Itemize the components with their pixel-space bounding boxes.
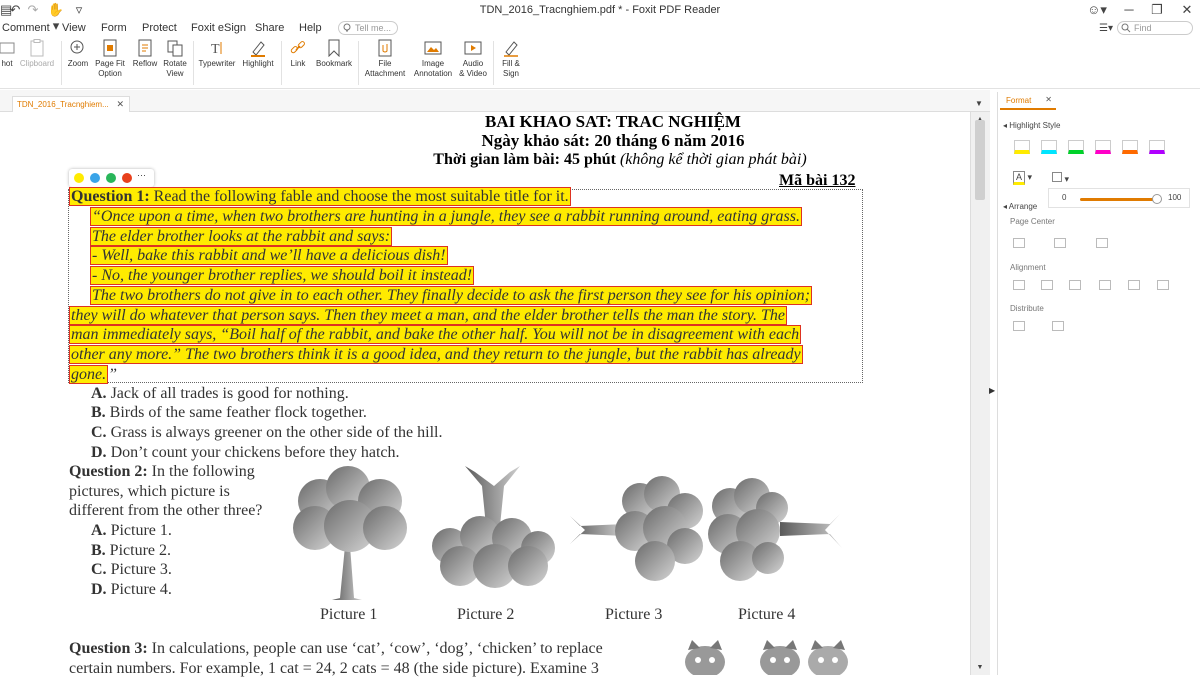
image-annotation-icon [424, 39, 442, 57]
green-color-dot[interactable] [106, 173, 116, 183]
file-attachment-label: File [378, 59, 392, 68]
fable-highlight[interactable]: man immediately says, “Boil half of the rabbit, and bake the other half. You will not be in disagreement with each [71, 326, 800, 344]
fable-highlight[interactable]: The elder brother looks at the rabbit and says: [92, 227, 391, 245]
option-key: D. [91, 444, 107, 461]
doc-heading: BAI KHAO SAT: TRAC NGHIỆM [485, 112, 741, 131]
account-icon[interactable]: ☺▾ [1087, 2, 1107, 17]
option-text: Picture 3. [106, 561, 172, 578]
time-limit-note: (không kể thời gian phát bài) [615, 151, 807, 168]
option-text: Don’t count your chickens before they hatch. [106, 444, 400, 461]
alignment-label: Alignment [1010, 263, 1046, 272]
clipboard-icon [28, 39, 46, 57]
border-color-picker[interactable]: ▾ [1052, 172, 1069, 185]
close-format-tab-icon[interactable]: ✕ [1045, 95, 1052, 104]
highlight-button[interactable] [240, 39, 276, 69]
tree-picture-1 [293, 466, 407, 600]
minimize-icon[interactable]: ─ [1124, 2, 1134, 17]
restore-icon[interactable]: ❐ [1151, 2, 1163, 17]
document-tab-label: TDN_2016_Tracnghiem... [17, 100, 109, 109]
q2-option-a [91, 521, 172, 540]
fable-line [69, 365, 117, 384]
question-2-line-3: different from the other three? [69, 502, 263, 519]
arrange-heading: ◂ Arrange [1003, 202, 1038, 211]
page-fit-option-button[interactable] [94, 39, 126, 79]
align-middle-icon[interactable] [1128, 280, 1140, 290]
svg-text:T: T [211, 42, 220, 57]
file-attachment-icon [376, 39, 394, 57]
page-fit-icon [101, 39, 119, 57]
customize-icon[interactable]: ▿ [75, 2, 83, 17]
fable-line [90, 286, 812, 305]
center-vertical-icon[interactable] [1054, 238, 1066, 248]
more-options-icon[interactable]: ··· [137, 170, 146, 180]
audio-video-button[interactable] [457, 39, 489, 79]
rotate-label: Rotate [163, 59, 187, 68]
format-tab-label: Format [1006, 96, 1032, 105]
q1-highlight[interactable] [69, 187, 571, 206]
ribbon-separator [61, 41, 62, 85]
fable-line [69, 345, 803, 364]
typewriter-button[interactable] [197, 39, 237, 69]
highlight-swatch[interactable] [1041, 140, 1057, 154]
blue-color-dot[interactable] [90, 173, 100, 183]
audio-video-label: Audio [462, 59, 484, 68]
close-tab-icon[interactable]: ✕ [116, 99, 124, 109]
highlight-label: Highlight [242, 59, 274, 68]
cat-pictures [680, 640, 860, 675]
arrange-label: Arrange [1008, 202, 1038, 211]
page-fit-label: Page Fit [95, 59, 125, 68]
file-attachment-label-2: Attachment [364, 69, 406, 78]
highlight-swatch[interactable] [1149, 140, 1165, 154]
text-color-picker[interactable]: A ▾ [1013, 172, 1032, 183]
menu-share[interactable]: Share [255, 22, 285, 34]
zoom-button[interactable] [65, 39, 91, 69]
image-annotation-button[interactable] [411, 39, 455, 79]
snapshot-button[interactable] [0, 39, 14, 69]
rotate-view-button[interactable] [161, 39, 189, 79]
page-center-label: Page Center [1010, 217, 1055, 226]
menu-bar [0, 20, 1200, 37]
fable-highlight[interactable]: other any more.” The two brothers think it is a good idea, and they return to the jungle, but the rabbit has already [71, 345, 801, 363]
text-color-icon: A [1013, 171, 1025, 185]
fable-closing-quote: ” [108, 365, 118, 383]
q2-text: In the following [147, 463, 255, 480]
fable-highlight[interactable]: gone. [71, 365, 107, 383]
question-2-line-2: pictures, which picture is [69, 483, 230, 500]
q1-option-a [91, 384, 349, 403]
align-left-icon[interactable] [1013, 280, 1025, 290]
q2-option-b [91, 541, 171, 560]
fable-line [90, 227, 392, 246]
menu-comment[interactable]: Comment [2, 22, 50, 34]
menu-help[interactable]: Help [299, 22, 322, 34]
ribbon-toolbar [0, 37, 1200, 89]
fable-line [90, 207, 802, 226]
option-text: Grass is always greener on the other side of the hill. [106, 424, 443, 441]
rotate-icon [166, 39, 184, 57]
file-attachment-button[interactable] [362, 39, 408, 79]
picture-3-caption: Picture 3 [605, 606, 663, 623]
highlight-color-palette [69, 169, 154, 187]
tell-me-placeholder: Tell me... [355, 23, 392, 33]
bookmark-label: Bookmark [315, 59, 352, 68]
option-text: Picture 4. [106, 581, 172, 598]
typewriter-label: Typewriter [198, 59, 236, 68]
align-bottom-icon[interactable] [1157, 280, 1169, 290]
lightbulb-icon [342, 23, 352, 33]
picture-4-caption: Picture 4 [738, 606, 796, 623]
cat-picture [760, 640, 800, 675]
distribute-horizontal-icon[interactable] [1052, 321, 1064, 331]
menu-foxit-esign[interactable]: Foxit eSign [191, 22, 247, 34]
option-text: Birds of the same feather flock together. [105, 404, 367, 421]
highlight-swatch[interactable] [1068, 140, 1084, 154]
option-key: B. [91, 542, 106, 559]
redo-icon[interactable]: ↷ [27, 2, 39, 17]
clipboard-label: Clipboard [19, 59, 55, 68]
time-limit-bold: Thời gian làm bài: 45 phút [433, 151, 616, 168]
highlight-swatch[interactable] [1014, 140, 1030, 154]
tree-picture-2 [432, 466, 555, 588]
tree-picture-3 [570, 476, 703, 581]
fable-highlight[interactable]: “Once upon a time, when two brothers are hunting in a jungle, they see a rabbit running around, eating grass. [92, 208, 800, 225]
fable-highlight[interactable]: they will do whatever that person says. Then they meet a man, and the elder brother tells the man the story. The [71, 306, 785, 324]
link-label: Link [290, 59, 306, 68]
q1-option-d [91, 443, 400, 462]
reflow-label: Reflow [132, 59, 158, 68]
fable-line [90, 246, 448, 265]
menu-view[interactable]: View [62, 22, 86, 34]
ribbon-separator [193, 41, 194, 85]
question-1 [69, 187, 571, 206]
yellow-color-dot[interactable] [74, 173, 84, 183]
search-icon [1121, 23, 1131, 33]
undo-icon[interactable]: ↶ [9, 2, 21, 17]
close-window-icon[interactable]: ✕ [1181, 2, 1193, 17]
zoom-label: Zoom [67, 59, 89, 68]
cat-picture [685, 640, 725, 675]
scrollbar-thumb[interactable] [975, 120, 985, 200]
option-key: D. [91, 581, 107, 598]
opacity-max: 100 [1168, 193, 1182, 202]
q1-option-c [91, 423, 442, 442]
rotate-label-2: View [166, 69, 184, 78]
scroll-down-icon[interactable]: ▼ [976, 664, 984, 671]
find-input[interactable] [1117, 21, 1193, 35]
highlight-style-heading: ◂ Highlight Style [1003, 121, 1061, 130]
question-2-line-1 [69, 462, 255, 481]
fable-line [90, 266, 474, 285]
expand-panel-icon[interactable]: ▶ [989, 386, 996, 395]
image-annotation-label: Image [421, 59, 445, 68]
distribute-vertical-icon[interactable] [1013, 321, 1025, 331]
q2-option-d [91, 580, 172, 599]
picture-2-caption: Picture 2 [457, 606, 515, 623]
clipboard-button[interactable] [18, 39, 56, 69]
find-placeholder: Find [1134, 23, 1152, 33]
opacity-slider[interactable] [1080, 198, 1154, 201]
search-options-icon[interactable]: ☰▾ [1099, 23, 1113, 34]
menu-form[interactable]: Form [101, 22, 127, 34]
fill-sign-icon [502, 39, 520, 57]
option-key: A. [91, 522, 107, 539]
center-horizontal-icon[interactable] [1013, 238, 1025, 248]
link-button[interactable] [285, 39, 311, 69]
q1-label: Question 1: [71, 188, 150, 205]
option-key: C. [91, 561, 107, 578]
q2-label: Question 2: [69, 463, 148, 480]
option-text: Picture 2. [105, 542, 171, 559]
tree-pictures [290, 466, 860, 606]
option-key: A. [91, 385, 107, 402]
option-key: B. [91, 404, 106, 421]
image-annotation-label-2: Annotation [413, 69, 453, 78]
align-center-icon[interactable] [1041, 280, 1053, 290]
typewriter-icon [208, 39, 226, 57]
survey-date: Ngày khảo sát: 20 tháng 6 năm 2016 [481, 131, 745, 150]
align-right-icon[interactable] [1069, 280, 1081, 290]
center-both-icon[interactable] [1096, 238, 1108, 248]
tab-list-dropdown-icon[interactable]: ▼ [975, 99, 983, 108]
hand-tool-icon[interactable]: ✋▾ [47, 2, 65, 33]
option-text: Picture 1. [106, 522, 172, 539]
format-tab[interactable] [1000, 94, 1056, 110]
highlight-style-label: Highlight Style [1009, 121, 1061, 130]
q2-option-c [91, 560, 172, 579]
fable-highlight[interactable]: The two brothers do not give in to each other. They finally decide to ask the first person they see for his opinion; [92, 286, 810, 304]
question-3-line-1 [69, 639, 603, 658]
border-color-icon [1052, 172, 1062, 182]
fable-line [69, 325, 801, 344]
distribute-label: Distribute [1010, 304, 1044, 313]
audio-video-icon [464, 39, 482, 57]
document-tab[interactable] [12, 96, 130, 112]
page-fit-label-2: Option [98, 69, 122, 78]
camera-icon [0, 39, 16, 57]
q3-text: In calculations, people can use ‘cat’, ‘cow’, ‘dog’, ‘chicken’ to replace [147, 640, 603, 657]
document-tab-bar [0, 90, 990, 112]
fable-highlight[interactable]: - No, the younger brother replies, we should boil it instead! [92, 267, 473, 285]
highlight-swatch[interactable] [1122, 140, 1138, 154]
ribbon-separator [493, 41, 494, 85]
menu-protect[interactable]: Protect [142, 22, 177, 34]
save-icon[interactable]: ▤ [0, 2, 13, 17]
opacity-slider-knob[interactable] [1152, 194, 1162, 204]
reflow-button[interactable] [131, 39, 159, 69]
option-text: Jack of all trades is good for nothing. [106, 385, 349, 402]
q1-option-b [91, 403, 367, 422]
link-icon [289, 39, 307, 57]
picture-1-caption: Picture 1 [320, 606, 378, 623]
q3-label: Question 3: [69, 640, 148, 657]
fable-line [69, 306, 787, 325]
highlight-swatch[interactable] [1095, 140, 1111, 154]
red-color-dot[interactable] [122, 173, 132, 183]
fill-sign-label: Fill & [502, 59, 520, 68]
tell-me-input[interactable] [338, 21, 398, 35]
fill-sign-label-2: Sign [502, 69, 519, 78]
q1-text: Read the following fable and choose the most suitable title for it. [149, 188, 569, 205]
bookmark-icon [325, 39, 343, 57]
snapshot-label: hot [1, 59, 13, 68]
question-3-line-2: certain numbers. For example, 1 cat = 24, 2 cats = 48 (the side picture). Examine 3 [69, 660, 599, 677]
align-top-icon[interactable] [1099, 280, 1111, 290]
bookmark-button[interactable] [314, 39, 354, 69]
time-limit [300, 150, 940, 169]
audio-video-label-2: & Video [459, 69, 487, 78]
window-title: TDN_2016_Tracnghiem.pdf * - Foxit PDF Reader [479, 4, 721, 16]
fill-sign-button[interactable] [497, 39, 525, 79]
option-key: C. [91, 424, 107, 441]
ribbon-separator [358, 41, 359, 85]
ribbon-separator [281, 41, 282, 85]
fable-highlight[interactable]: - Well, bake this rabbit and we’ll have a delicious dish! [92, 247, 446, 265]
zoom-icon [69, 39, 87, 57]
reflow-icon [136, 39, 154, 57]
highlighter-icon [249, 39, 267, 57]
exam-code: Mã bài 132 [779, 172, 856, 189]
tree-picture-4 [708, 478, 842, 581]
opacity-min: 0 [1062, 193, 1067, 202]
cat-picture [808, 640, 848, 675]
